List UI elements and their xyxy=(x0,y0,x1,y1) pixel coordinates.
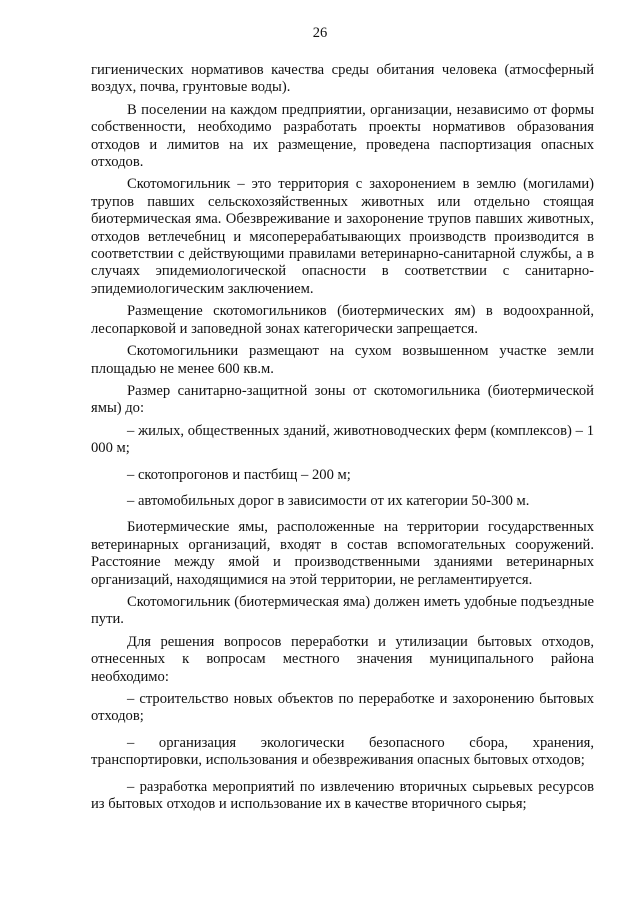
paragraph-cattle-burial-definition: Скотомогильник – это территория с захоронением в землю (могилами) трупов павших сельскохозяйственных животных или отдельно стоящая биотермическая яма. Обезвреживание и захоронение трупов павших животных, отходов ветлечебниц и мясоперерабатывающих производств производится в соответствии с действующими правилами ветеринарно-санитарной службы, а в случаях эпидемиологической опасности в соответствии с санитарно-эпидемиологическим заключением. xyxy=(91,176,594,297)
page-number: 26 xyxy=(312,25,328,41)
paragraph-site-requirements: Скотомогильники размещают на сухом возвышенном участке земли площадью не менее 600 кв.м. xyxy=(91,343,594,377)
paragraph-continuation: гигиенических нормативов качества среды обитания человека (атмосферный воздух, почва, грунтовые воды). xyxy=(91,62,594,96)
paragraph-placement-ban: Размещение скотомогильников (биотермических ям) в водоохранной, лесопарковой и заповедной зонах категорически запрещается. xyxy=(91,303,594,337)
paragraph-sanitary-zone-intro: Размер санитарно-защитной зоны от скотомогильника (биотермической ямы) до: xyxy=(91,382,594,417)
list-item-pastures: – скотопрогонов и пастбищ – 200 м; xyxy=(127,466,351,483)
paragraph-waste-tasks-intro: Для решения вопросов переработки и утилизации бытовых отходов, отнесенных к вопросам местного значения муниципального района необходимо: xyxy=(91,633,594,685)
list-item-new-facilities: – строительство новых объектов по переработке и захоронению бытовых отходов; xyxy=(91,691,594,725)
list-item-buildings: – жилых, общественных зданий, животноводческих ферм (комплексов) – 1 000 м; xyxy=(91,422,594,457)
paragraph-biothermal-pits: Биотермические ямы, расположенные на территории государственных ветеринарных организаций, входят в состав вспомогательных сооружений. Расстояние между ямой и производственными зданиями ветеринарных организаций, находящимися на этой территории, не регламентируется. xyxy=(91,519,594,588)
list-item-roads: – автомобильных дорог в зависимости от их категории 50-300 м. xyxy=(127,492,530,509)
paragraph-access-roads: Скотомогильник (биотермическая яма) должен иметь удобные подъездные пути. xyxy=(91,593,594,628)
list-item-secondary-resources: – разработка мероприятий по извлечению вторичных сырьевых ресурсов из бытовых отходов и использование их в качестве вторичного сырья; xyxy=(91,778,594,813)
list-item-safe-collection: – организация экологически безопасного сбора, хранения, транспортировки, использования и обезвреживания опасных бытовых отходов; xyxy=(91,734,594,769)
document-body xyxy=(91,62,594,822)
paragraph-waste-passport: В поселении на каждом предприятии, организации, независимо от формы собственности, необходимо разработать проекты нормативов образования отходов и лимитов на их размещение, проведена паспортизация опасных отходов. xyxy=(91,101,594,171)
